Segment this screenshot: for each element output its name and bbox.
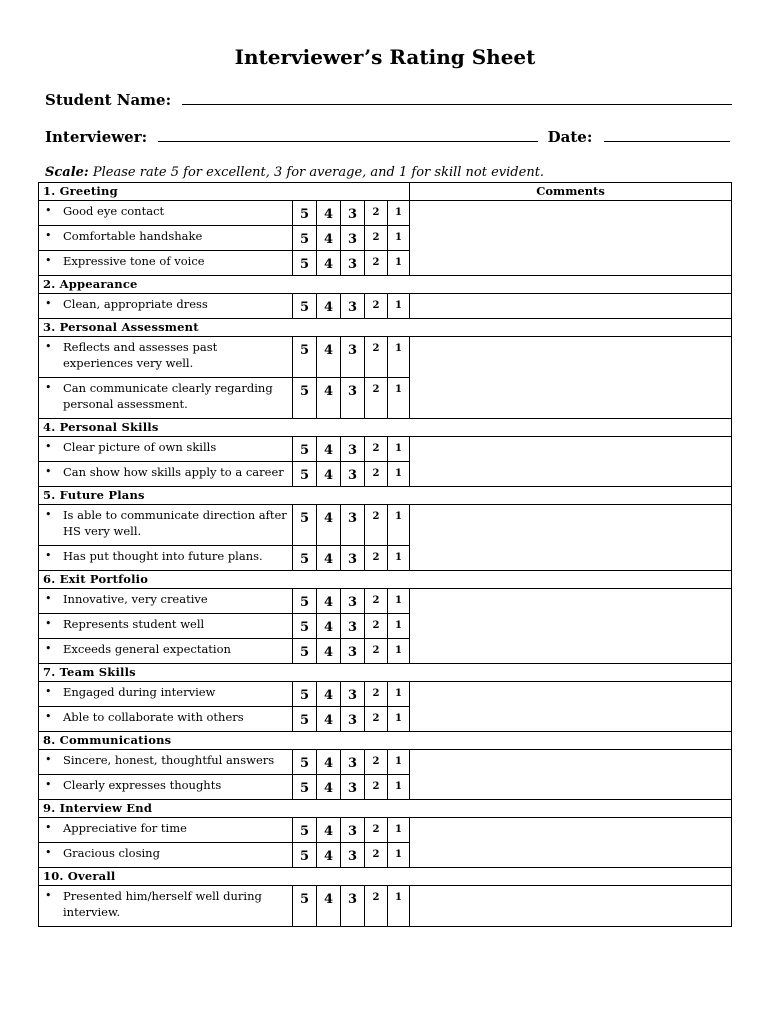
bullet-icon: • (45, 710, 52, 723)
criteria-cell (39, 437, 293, 462)
rating-option-3[interactable]: 3 (341, 775, 365, 800)
scale-label: Scale: (45, 165, 89, 180)
rating-option-4[interactable]: 4 (317, 462, 341, 487)
comments-cell[interactable] (410, 818, 732, 868)
criteria-label: Can show how skills apply to a career (63, 465, 284, 479)
rating-option-3[interactable]: 3 (341, 437, 365, 462)
rating-option-2[interactable]: 2 (365, 775, 388, 800)
criteria-cell (39, 818, 293, 843)
rating-option-4[interactable]: 4 (317, 639, 341, 664)
rating-option-5[interactable]: 5 (293, 337, 317, 378)
rating-option-4[interactable]: 4 (317, 750, 341, 775)
rating-option-5[interactable]: 5 (293, 589, 317, 614)
criteria-cell (39, 682, 293, 707)
rating-option-2[interactable]: 2 (365, 226, 388, 251)
comments-header: Comments (410, 183, 732, 201)
rating-option-2[interactable]: 2 (365, 639, 388, 664)
rating-option-5[interactable]: 5 (293, 546, 317, 571)
section-title: 10. Overall (39, 868, 732, 886)
criteria-label: Appreciative for time (63, 821, 187, 835)
comments-cell[interactable] (410, 294, 732, 319)
rating-option-1[interactable]: 1 (388, 546, 410, 571)
rating-option-1[interactable]: 1 (388, 337, 410, 378)
bullet-icon: • (45, 465, 52, 478)
rating-option-2[interactable]: 2 (365, 201, 388, 226)
criteria-label: Is able to communicate direction after HS very well. (63, 508, 287, 538)
rating-option-4[interactable]: 4 (317, 337, 341, 378)
criteria-cell (39, 337, 293, 378)
criteria-label: Represents student well (63, 617, 205, 631)
bullet-icon: • (45, 508, 52, 521)
rating-option-1[interactable]: 1 (388, 589, 410, 614)
rating-option-2[interactable]: 2 (365, 462, 388, 487)
rating-option-2[interactable]: 2 (365, 614, 388, 639)
criteria-row (39, 589, 732, 614)
rating-option-1[interactable]: 1 (388, 251, 410, 276)
comments-cell[interactable] (410, 682, 732, 732)
section-title: 6. Exit Portfolio (39, 571, 732, 589)
criteria-cell (39, 462, 293, 487)
rating-option-3[interactable]: 3 (341, 707, 365, 732)
rating-option-1[interactable]: 1 (388, 437, 410, 462)
rating-option-4[interactable]: 4 (317, 843, 341, 868)
rating-option-3[interactable]: 3 (341, 201, 365, 226)
rating-option-1[interactable]: 1 (388, 505, 410, 546)
bullet-icon: • (45, 846, 52, 859)
section-header-row (39, 868, 732, 886)
rating-table (38, 182, 732, 927)
rating-option-3[interactable]: 3 (341, 378, 365, 419)
rating-option-1[interactable]: 1 (388, 750, 410, 775)
rating-option-1[interactable]: 1 (388, 818, 410, 843)
bullet-icon: • (45, 685, 52, 698)
criteria-label: Can communicate clearly regarding personal assessment. (63, 381, 273, 411)
criteria-row (39, 886, 732, 927)
criteria-label: Engaged during interview (63, 685, 216, 699)
criteria-row (39, 337, 732, 378)
bullet-icon: • (45, 440, 52, 453)
criteria-cell (39, 775, 293, 800)
comments-cell[interactable] (410, 589, 732, 664)
criteria-label: Good eye contact (63, 204, 165, 218)
interviewer-label: Interviewer: (45, 128, 148, 146)
comments-cell[interactable] (410, 886, 732, 927)
bullet-icon: • (45, 254, 52, 267)
rating-option-5[interactable]: 5 (293, 682, 317, 707)
rating-option-1[interactable]: 1 (388, 682, 410, 707)
rating-option-2[interactable]: 2 (365, 251, 388, 276)
rating-option-3[interactable]: 3 (341, 589, 365, 614)
bullet-icon: • (45, 592, 52, 605)
scale-instructions (45, 165, 544, 180)
section-title: 9. Interview End (39, 800, 732, 818)
rating-option-4[interactable]: 4 (317, 682, 341, 707)
rating-option-4[interactable]: 4 (317, 505, 341, 546)
criteria-label: Has put thought into future plans. (63, 549, 263, 563)
criteria-cell (39, 505, 293, 546)
rating-option-1[interactable]: 1 (388, 639, 410, 664)
criteria-cell (39, 843, 293, 868)
rating-option-2[interactable]: 2 (365, 707, 388, 732)
rating-option-3[interactable]: 3 (341, 505, 365, 546)
section-title: 8. Communications (39, 732, 732, 750)
rating-option-5[interactable]: 5 (293, 818, 317, 843)
rating-option-3[interactable]: 3 (341, 251, 365, 276)
rating-option-1[interactable]: 1 (388, 775, 410, 800)
date-field[interactable] (604, 127, 730, 142)
page-title: Interviewer’s Rating Sheet (234, 45, 536, 69)
rating-option-5[interactable]: 5 (293, 886, 317, 927)
rating-option-3[interactable]: 3 (341, 682, 365, 707)
criteria-cell (39, 707, 293, 732)
rating-option-2[interactable]: 2 (365, 818, 388, 843)
rating-option-2[interactable]: 2 (365, 546, 388, 571)
section-header-row (39, 571, 732, 589)
rating-option-1[interactable]: 1 (388, 843, 410, 868)
section-title: 7. Team Skills (39, 664, 732, 682)
rating-option-3[interactable]: 3 (341, 226, 365, 251)
rating-option-3[interactable]: 3 (341, 337, 365, 378)
section-title: 1. Greeting (39, 183, 410, 201)
rating-option-5[interactable]: 5 (293, 437, 317, 462)
criteria-label: Sincere, honest, thoughtful answers (63, 753, 275, 767)
rating-option-5[interactable]: 5 (293, 505, 317, 546)
rating-option-1[interactable]: 1 (388, 226, 410, 251)
criteria-row (39, 294, 732, 319)
rating-option-5[interactable]: 5 (293, 775, 317, 800)
section-header-row (39, 276, 732, 294)
criteria-cell (39, 614, 293, 639)
rating-option-4[interactable]: 4 (317, 707, 341, 732)
bullet-icon: • (45, 340, 52, 353)
criteria-row (39, 750, 732, 775)
criteria-label: Exceeds general expectation (63, 642, 231, 656)
rating-option-5[interactable]: 5 (293, 707, 317, 732)
bullet-icon: • (45, 821, 52, 834)
section-header-row (39, 664, 732, 682)
criteria-cell (39, 201, 293, 226)
rating-option-4[interactable]: 4 (317, 886, 341, 927)
section-header-row (39, 319, 732, 337)
rating-option-4[interactable]: 4 (317, 226, 341, 251)
rating-option-5[interactable]: 5 (293, 226, 317, 251)
rating-option-1[interactable]: 1 (388, 707, 410, 732)
criteria-cell (39, 750, 293, 775)
criteria-cell (39, 589, 293, 614)
criteria-label: Clear picture of own skills (63, 440, 217, 454)
rating-option-5[interactable]: 5 (293, 614, 317, 639)
rating-option-4[interactable]: 4 (317, 294, 341, 319)
rating-option-1[interactable]: 1 (388, 886, 410, 927)
scale-text: Please rate 5 for excellent, 3 for average, and 1 for skill not evident. (92, 165, 545, 180)
comments-cell[interactable] (410, 437, 732, 487)
rating-option-4[interactable]: 4 (317, 437, 341, 462)
rating-option-2[interactable]: 2 (365, 337, 388, 378)
criteria-label: Expressive tone of voice (63, 254, 205, 268)
criteria-cell (39, 294, 293, 319)
bullet-icon: • (45, 297, 52, 310)
section-header-row (39, 419, 732, 437)
rating-option-2[interactable]: 2 (365, 589, 388, 614)
bullet-icon: • (45, 229, 52, 242)
bullet-icon: • (45, 204, 52, 217)
date-label: Date: (547, 128, 593, 146)
criteria-row (39, 201, 732, 226)
section-header-row (39, 487, 732, 505)
criteria-cell (39, 378, 293, 419)
rating-option-2[interactable]: 2 (365, 682, 388, 707)
student-name-field[interactable] (182, 90, 732, 105)
rating-option-1[interactable]: 1 (388, 294, 410, 319)
rating-option-4[interactable]: 4 (317, 775, 341, 800)
rating-option-3[interactable]: 3 (341, 462, 365, 487)
rating-option-3[interactable]: 3 (341, 886, 365, 927)
criteria-row (39, 682, 732, 707)
criteria-label: Gracious closing (63, 846, 160, 860)
rating-option-2[interactable]: 2 (365, 437, 388, 462)
rating-option-5[interactable]: 5 (293, 378, 317, 419)
rating-option-5[interactable]: 5 (293, 201, 317, 226)
comments-cell[interactable] (410, 337, 732, 419)
section-title: 5. Future Plans (39, 487, 732, 505)
rating-option-4[interactable]: 4 (317, 546, 341, 571)
rating-option-2[interactable]: 2 (365, 886, 388, 927)
rating-option-1[interactable]: 1 (388, 462, 410, 487)
rating-option-5[interactable]: 5 (293, 750, 317, 775)
criteria-label: Clean, appropriate dress (63, 297, 208, 311)
criteria-row (39, 505, 732, 546)
bullet-icon: • (45, 617, 52, 630)
rating-option-1[interactable]: 1 (388, 378, 410, 419)
rating-option-3[interactable]: 3 (341, 818, 365, 843)
rating-option-4[interactable]: 4 (317, 614, 341, 639)
criteria-label: Clearly expresses thoughts (63, 778, 222, 792)
bullet-icon: • (45, 889, 52, 902)
criteria-label: Reflects and assesses past experiences very well. (63, 340, 218, 370)
rating-option-2[interactable]: 2 (365, 294, 388, 319)
bullet-icon: • (45, 642, 52, 655)
criteria-label: Comfortable handshake (63, 229, 203, 243)
section-header-row (39, 183, 732, 201)
rating-option-1[interactable]: 1 (388, 201, 410, 226)
rating-option-5[interactable]: 5 (293, 462, 317, 487)
rating-option-5[interactable]: 5 (293, 843, 317, 868)
rating-option-2[interactable]: 2 (365, 843, 388, 868)
criteria-cell (39, 639, 293, 664)
student-name-label: Student Name: (45, 91, 172, 109)
rating-option-3[interactable]: 3 (341, 546, 365, 571)
rating-option-4[interactable]: 4 (317, 251, 341, 276)
rating-option-4[interactable]: 4 (317, 589, 341, 614)
criteria-row (39, 437, 732, 462)
section-header-row (39, 800, 732, 818)
criteria-cell (39, 226, 293, 251)
criteria-cell (39, 251, 293, 276)
bullet-icon: • (45, 381, 52, 394)
student-name-row (45, 90, 720, 114)
criteria-label: Innovative, very creative (63, 592, 208, 606)
section-title: 4. Personal Skills (39, 419, 732, 437)
rating-option-2[interactable]: 2 (365, 750, 388, 775)
criteria-cell (39, 886, 293, 927)
rating-option-4[interactable]: 4 (317, 378, 341, 419)
rating-option-5[interactable]: 5 (293, 639, 317, 664)
comments-cell[interactable] (410, 505, 732, 571)
criteria-label: Presented him/herself well during interview. (63, 889, 262, 919)
bullet-icon: • (45, 549, 52, 562)
rating-option-3[interactable]: 3 (341, 639, 365, 664)
comments-cell[interactable] (410, 750, 732, 800)
rating-option-2[interactable]: 2 (365, 378, 388, 419)
section-title: 3. Personal Assessment (39, 319, 732, 337)
rating-option-4[interactable]: 4 (317, 201, 341, 226)
section-title: 2. Appearance (39, 276, 732, 294)
rating-option-3[interactable]: 3 (341, 750, 365, 775)
criteria-cell (39, 546, 293, 571)
criteria-label: Able to collaborate with others (63, 710, 244, 724)
rating-option-3[interactable]: 3 (341, 614, 365, 639)
rating-option-1[interactable]: 1 (388, 614, 410, 639)
criteria-row (39, 818, 732, 843)
rating-option-3[interactable]: 3 (341, 294, 365, 319)
rating-option-5[interactable]: 5 (293, 251, 317, 276)
rating-option-3[interactable]: 3 (341, 843, 365, 868)
comments-cell[interactable] (410, 201, 732, 276)
interviewer-field[interactable] (158, 127, 538, 142)
rating-option-5[interactable]: 5 (293, 294, 317, 319)
bullet-icon: • (45, 778, 52, 791)
rating-option-4[interactable]: 4 (317, 818, 341, 843)
interviewer-row (45, 127, 720, 151)
rating-option-2[interactable]: 2 (365, 505, 388, 546)
section-header-row (39, 732, 732, 750)
bullet-icon: • (45, 753, 52, 766)
